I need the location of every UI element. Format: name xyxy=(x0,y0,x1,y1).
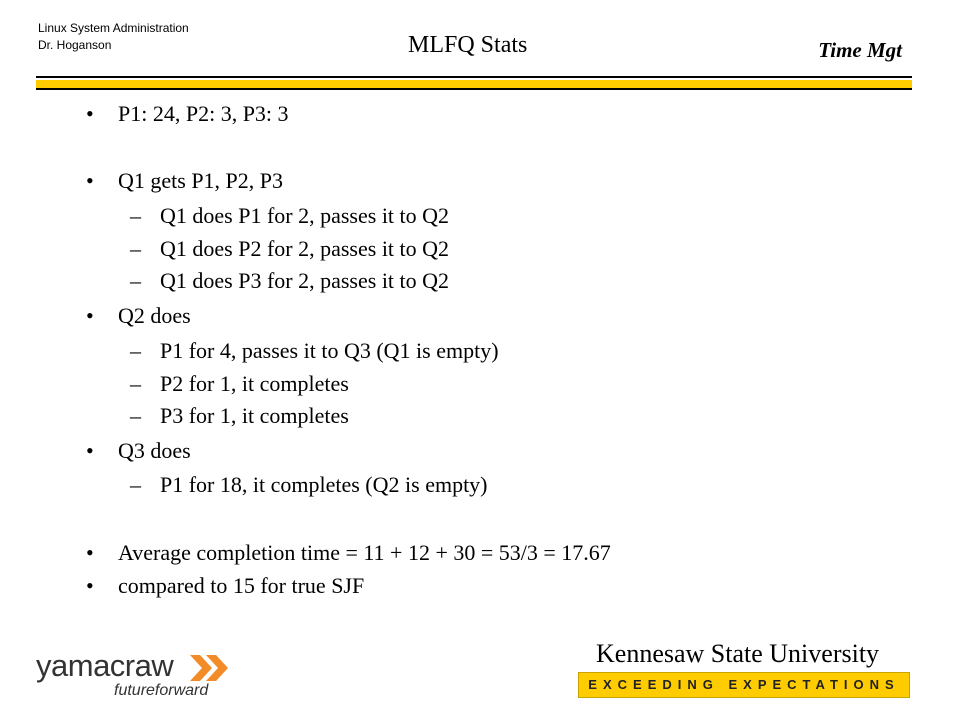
bullet-marker: • xyxy=(86,303,94,328)
dash-marker: – xyxy=(130,338,141,363)
sub-bullet-item xyxy=(130,203,449,229)
bullet-marker: • xyxy=(86,540,94,565)
sub-bullet-item xyxy=(130,236,449,262)
sub-bullet-item xyxy=(130,472,488,498)
bullet-marker: • xyxy=(86,101,94,126)
bullet-marker: • xyxy=(86,573,94,598)
sub-bullet-text: Q1 does P2 for 2, passes it to Q2 xyxy=(160,236,450,261)
sub-bullet-text: Q1 does P3 for 2, passes it to Q2 xyxy=(160,268,450,293)
bullet-item xyxy=(86,101,289,127)
bullet-item xyxy=(86,573,364,599)
sub-bullet-item xyxy=(130,371,349,397)
university-name: Kennesaw State University xyxy=(596,639,880,668)
bullet-marker: • xyxy=(86,438,94,463)
yamacraw-logo xyxy=(36,648,236,704)
course-title: Linux System Administration xyxy=(38,21,189,35)
bullet-text: Q2 does xyxy=(118,303,191,328)
double-chevron-right-icon xyxy=(188,653,234,683)
bullet-item xyxy=(86,438,191,464)
dash-marker: – xyxy=(130,203,141,228)
sub-bullet-item xyxy=(130,268,449,294)
bullet-text: P1: 24, P2: 3, P3: 3 xyxy=(118,101,289,126)
header-rule-gold xyxy=(36,80,912,90)
logo-tagline: futureforward xyxy=(114,682,209,699)
sub-bullet-text: P1 for 4, passes it to Q3 (Q1 is empty) xyxy=(160,338,499,363)
dash-marker: – xyxy=(130,236,141,261)
bullet-text: Q3 does xyxy=(118,438,191,463)
dash-marker: – xyxy=(130,472,141,497)
instructor-name: Dr. Hoganson xyxy=(38,38,112,52)
dash-marker: – xyxy=(130,371,141,396)
bullet-text: Q1 gets P1, P2, P3 xyxy=(118,168,284,193)
bullet-item xyxy=(86,168,283,194)
bullet-item xyxy=(86,540,611,566)
header-rule-black xyxy=(36,76,912,78)
bullet-text: Average completion time = 11 + 12 + 30 = 53/3 = 17.67 xyxy=(118,540,611,565)
sub-bullet-text: Q1 does P1 for 2, passes it to Q2 xyxy=(160,203,450,228)
university-motto-bar: EXCEEDING EXPECTATIONS xyxy=(578,672,910,698)
sub-bullet-item xyxy=(130,338,499,364)
bullet-marker: • xyxy=(86,168,94,193)
dash-marker: – xyxy=(130,403,141,428)
bullet-item xyxy=(86,303,191,329)
sub-bullet-text: P2 for 1, it completes xyxy=(160,371,349,396)
course-info xyxy=(38,20,189,54)
sub-bullet-text: P1 for 18, it completes (Q2 is empty) xyxy=(160,472,488,497)
sub-bullet-text: P3 for 1, it completes xyxy=(160,403,349,428)
bullet-text: compared to 15 for true SJF xyxy=(118,573,365,598)
slide-topic: Time Mgt xyxy=(818,38,902,62)
sub-bullet-item xyxy=(130,403,349,429)
slide-title: MLFQ Stats xyxy=(408,32,528,58)
dash-marker: – xyxy=(130,268,141,293)
logo-wordmark: yamacraw xyxy=(36,648,174,683)
